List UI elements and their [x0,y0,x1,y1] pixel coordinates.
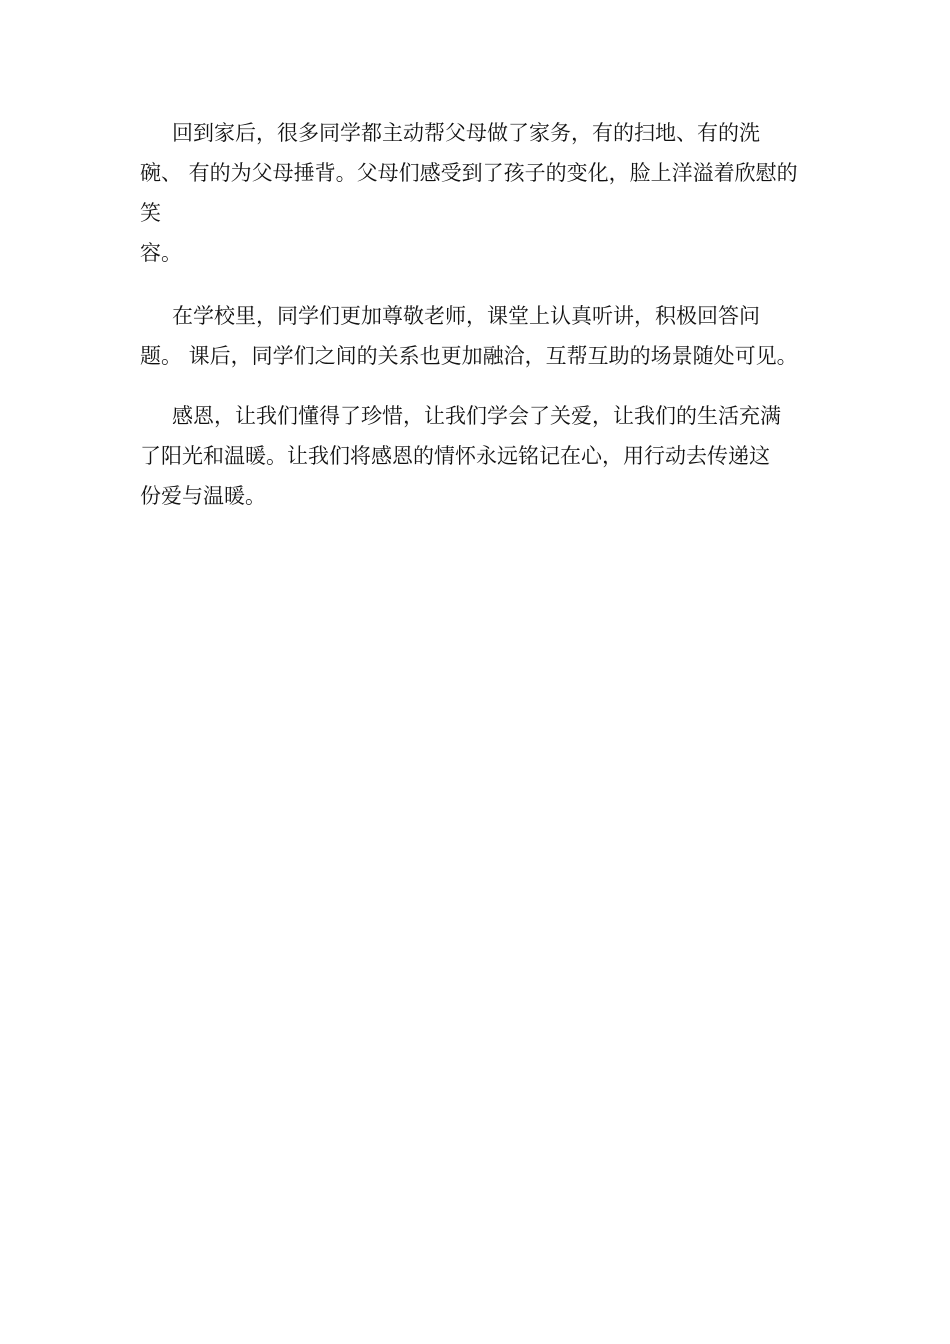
paragraph-1-line-3: 笑 [140,201,161,225]
paragraph-2-line-1: 在学校里，同学们更加尊敬老师，课堂上认真听讲，积极回答问 [172,304,760,328]
paragraph-1-line-4: 容。 [140,241,182,265]
paragraph-3-line-2: 了阳光和温暖。让我们将感恩的情怀永远铭记在心，用行动去传递这 [140,444,770,468]
paragraph-3-line-1: 感恩，让我们懂得了珍惜，让我们学会了关爱，让我们的生活充满 [172,404,781,428]
paragraph-3-line-3: 份爱与温暖。 [140,484,266,508]
paragraph-1-line-2: 碗、 有的为父母捶背。父母们感受到了孩子的变化，脸上洋溢着欣慰的 [140,161,798,185]
paragraph-2-line-2: 题。 课后，同学们之间的关系也更加融洽，互帮互助的场景随处可见。 [140,344,798,368]
paragraph-1-line-1: 回到家后，很多同学都主动帮父母做了家务，有的扫地、有的洗 [172,121,760,145]
